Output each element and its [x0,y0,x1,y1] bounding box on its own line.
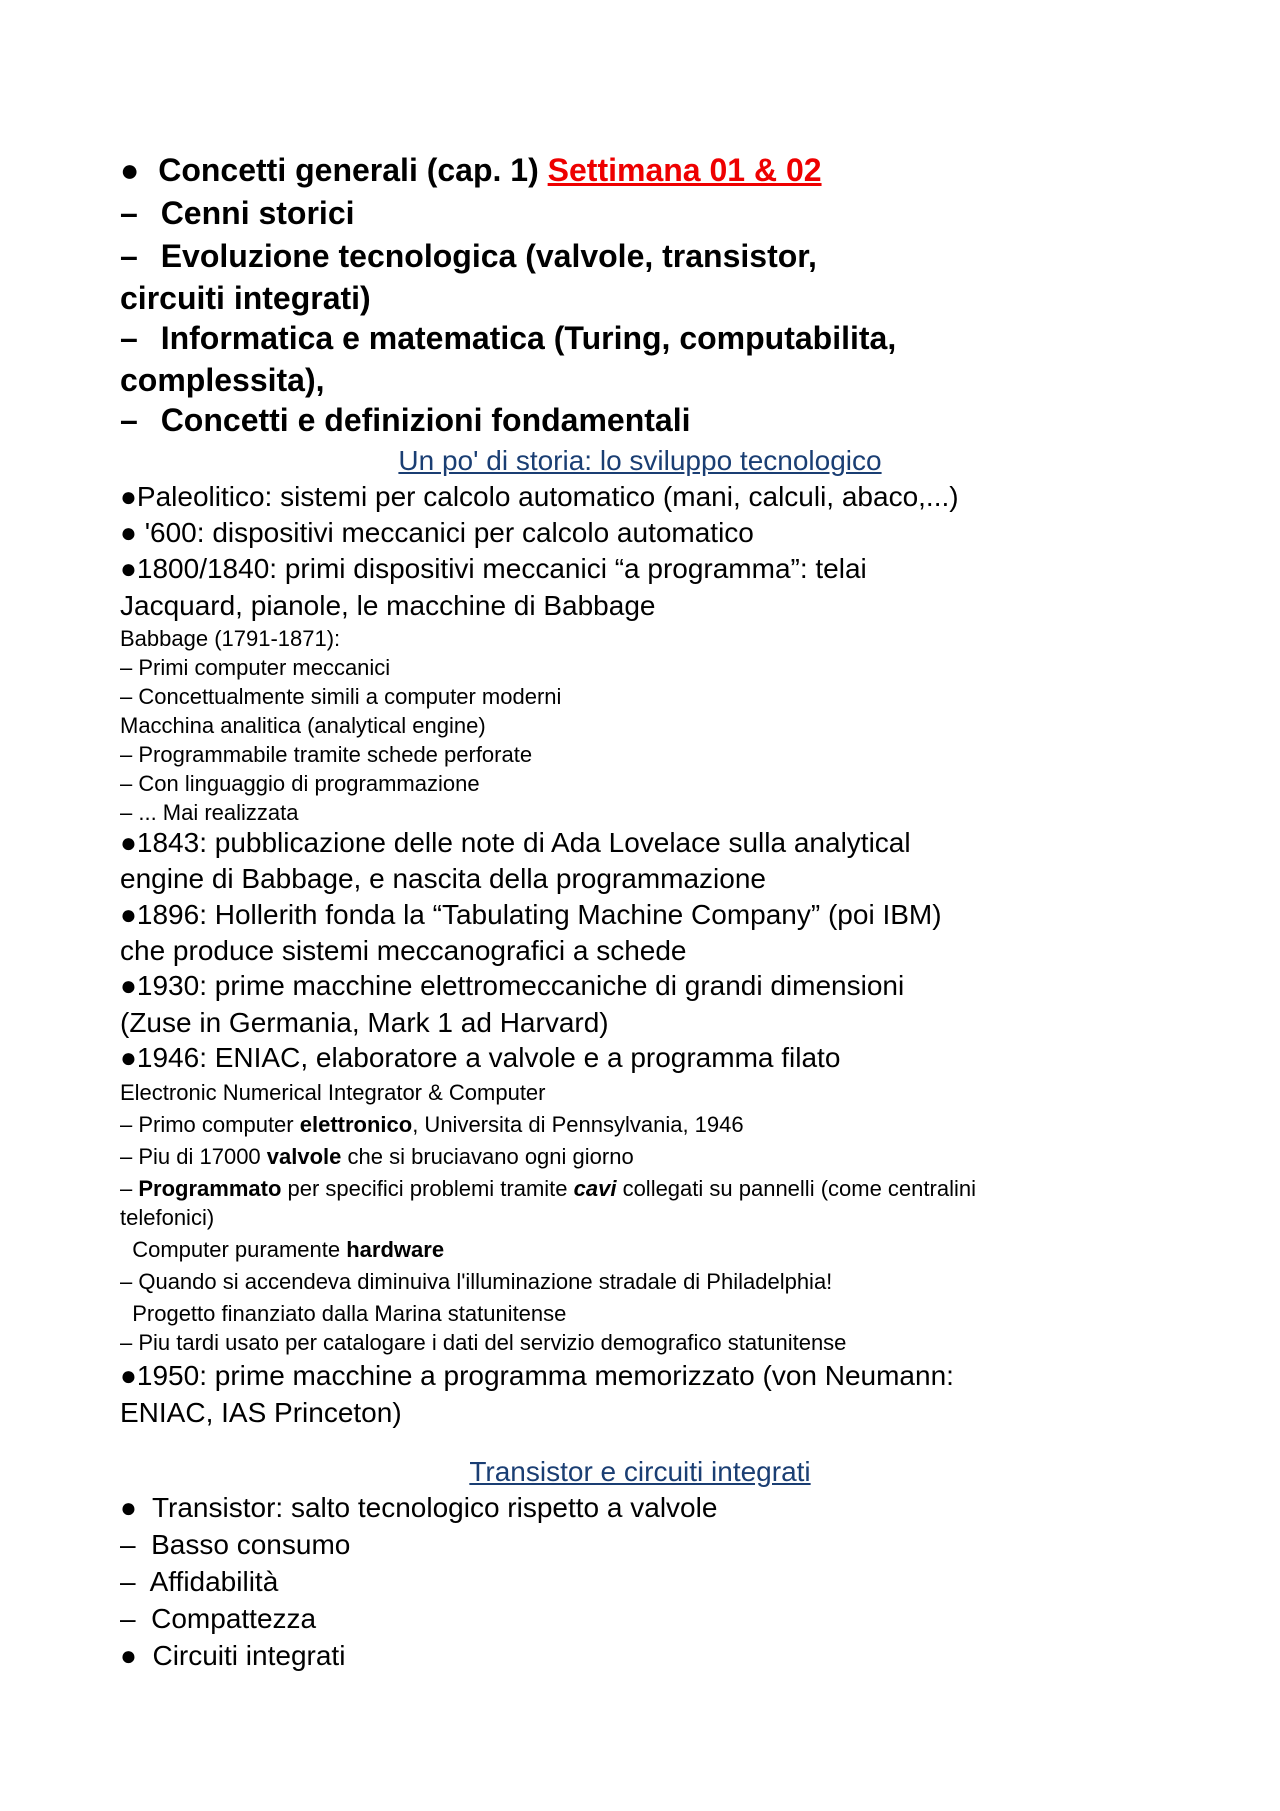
babbage-line: – Primi computer meccanici [120,655,391,680]
babbage-line: – Programmabile tramite schede perforate [120,742,533,767]
transistor-item: – Affidabilità [120,1566,279,1597]
eniac-point: Computer puramente hardware [120,1237,445,1262]
transistor-item: – Basso consumo [120,1529,351,1560]
topic-title: Concetti generali (cap. 1) [158,152,539,188]
transistor-item: ● Transistor: salto tecnologico rispetto a valvole [120,1492,718,1523]
eniac-point-cont: telefonici) [120,1205,215,1230]
topic-item-definitions: – Concetti e definizioni fondamentali [120,402,691,438]
history-1950-cont: ENIAC, IAS Princeton) [120,1397,402,1428]
topic-item-evolution-cont: circuiti integrati) [120,280,371,316]
babbage-line: – Con linguaggio di programmazione [120,771,480,796]
history-1896-cont: che produce sistemi meccanografici a schede [120,935,687,966]
history-1896: ●1896: Hollerith fonda la “Tabulating Machine Company” (poi IBM) [120,899,942,930]
babbage-line: Macchina analitica (analytical engine) [120,713,486,738]
history-1843: ●1843: pubblicazione delle note di Ada Lovelace sulla analytical [120,827,911,858]
babbage-line: – Concettualmente simili a computer moderni [120,684,562,709]
transistor-item: – Compattezza [120,1603,317,1634]
babbage-line: – ... Mai realizzata [120,800,299,825]
history-heading[interactable]: Un po' di storia: lo sviluppo tecnologico [398,445,882,476]
eniac-point: – Primo computer elettronico, Universita di Pennsylvania, 1946 [120,1112,744,1137]
transistor-item: ● Circuiti integrati [120,1640,346,1671]
history-1946: ●1946: ENIAC, elaboratore a valvole e a programma filato [120,1042,841,1073]
history-1950: ●1950: prime macchine a programma memorizzato (von Neumann: [120,1360,954,1391]
eniac-point: – Piu di 17000 valvole che si bruciavano ogni giorno [120,1144,634,1169]
eniac-point: – Programmato per specifici problemi tramite cavi collegati su pannelli (come centralini [120,1176,976,1201]
topic-item-informatics-cont: complessita), [120,362,325,398]
eniac-name: Electronic Numerical Integrator & Computer [120,1080,546,1105]
eniac-point: – Piu tardi usato per catalogare i dati del servizio demografico statunitense [120,1330,847,1355]
history-1800: ●1800/1840: primi dispositivi meccanici “a programma”: telai [120,553,867,584]
history-seicento: ● '600: dispositivi meccanici per calcolo automatico [120,517,754,548]
topic-item-history: – Cenni storici [120,195,355,231]
topic-item-evolution: – Evoluzione tecnologica (valvole, transistor, [120,238,817,274]
history-1930: ●1930: prime macchine elettromeccaniche di grandi dimensioni [120,970,905,1001]
history-1800-cont: Jacquard, pianole, le macchine di Babbage [120,590,656,621]
eniac-point: Progetto finanziato dalla Marina statunitense [120,1301,567,1326]
history-paleolitico: ●Paleolitico: sistemi per calcolo automatico (mani, calculi, abaco,...) [120,481,959,512]
history-1930-cont: (Zuse in Germania, Mark 1 ad Harvard) [120,1007,609,1038]
transistor-heading[interactable]: Transistor e circuiti integrati [469,1456,811,1487]
topic-title-line [120,150,822,190]
babbage-title: Babbage (1791-1871): [120,626,341,651]
bullet: ● [120,152,140,188]
topic-item-informatics: – Informatica e matematica (Turing, computabilita, [120,320,897,356]
history-1843-cont: engine di Babbage, e nascita della programmazione [120,863,766,894]
week-link[interactable]: Settimana 01 & 02 [547,152,822,188]
eniac-point: – Quando si accendeva diminuiva l'illuminazione stradale di Philadelphia! [120,1269,833,1294]
